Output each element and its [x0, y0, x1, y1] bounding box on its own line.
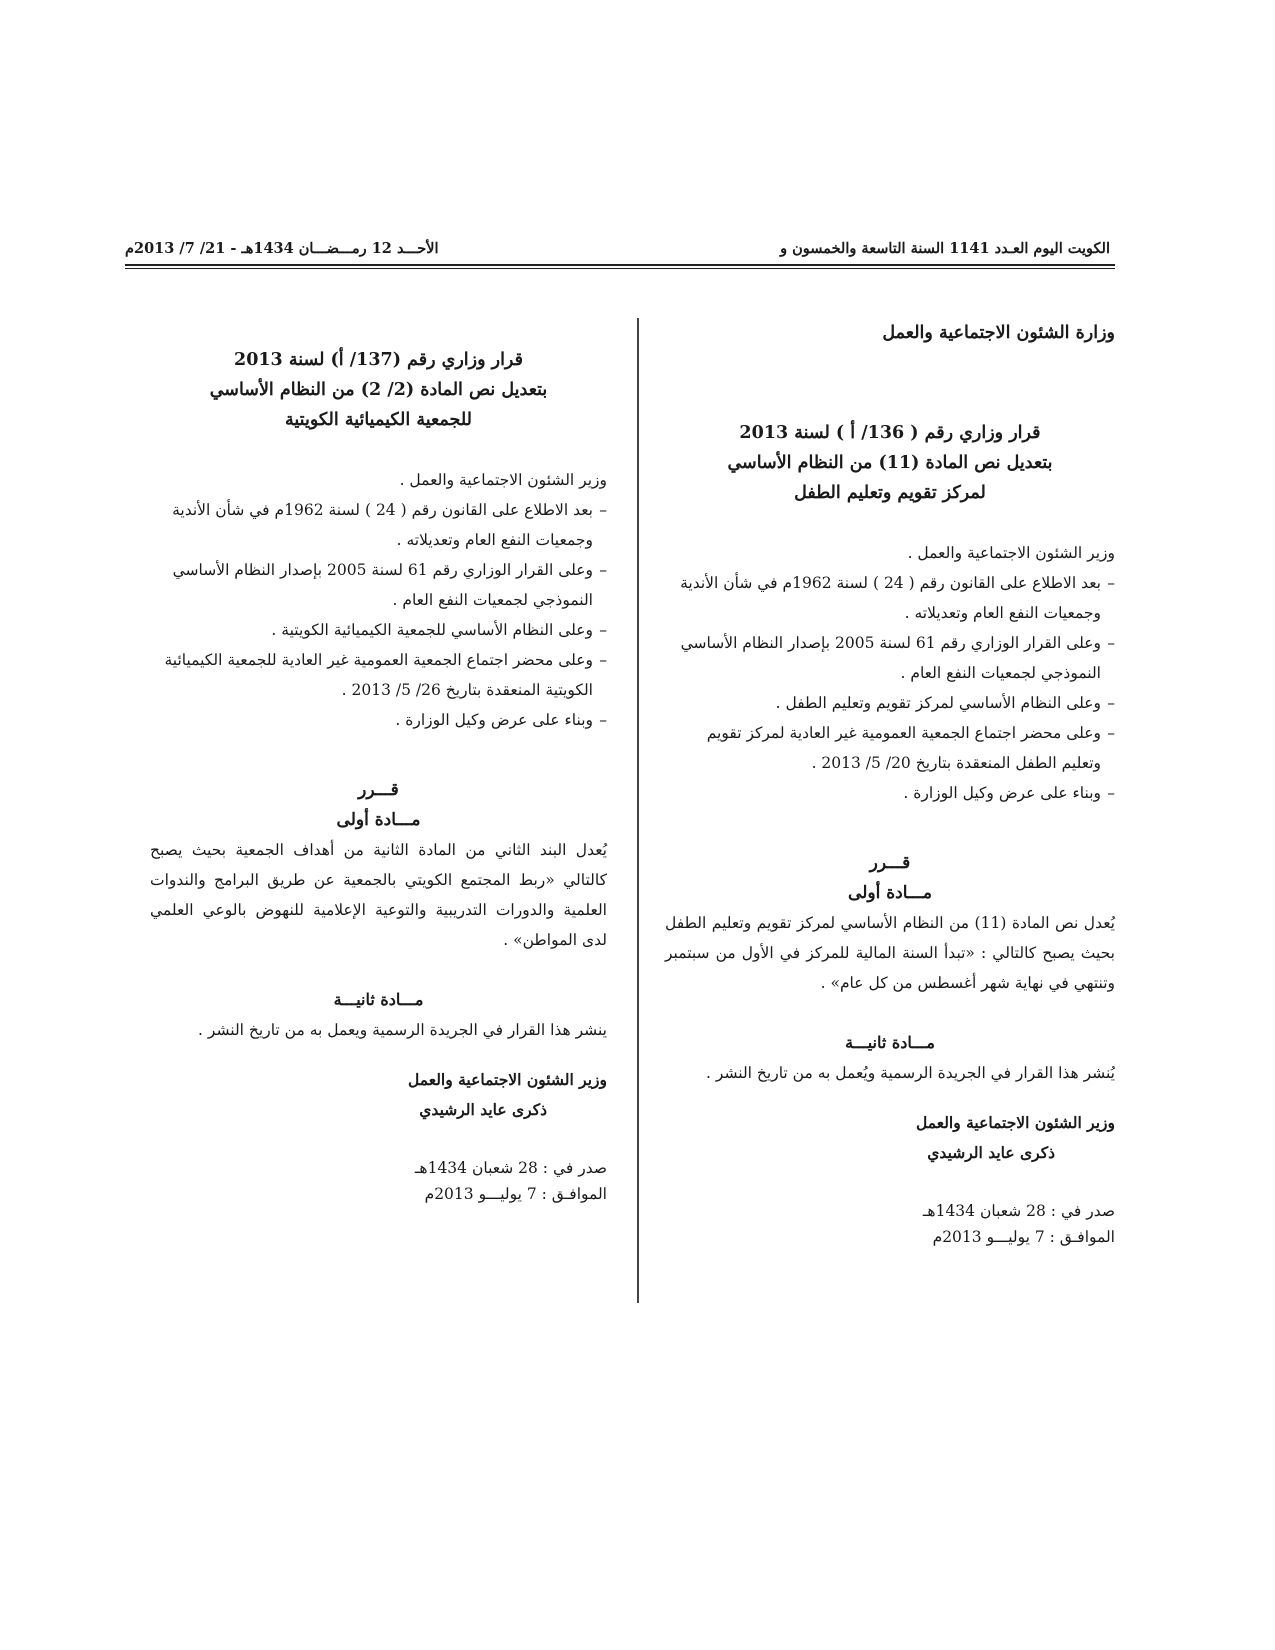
article-1-heading: مـــادة أولى — [336, 810, 421, 830]
preamble-item: – وعلى محضر اجتماع الجمعية العمومية غير العادية للجمعية الكيميائية الكويتية المنعقدة بتاريخ 26/ 5/ 2013 . — [150, 645, 607, 705]
header-date: الأحـــد 12 رمـــضـــان 1434هـ - 21/ 7/ 2013م — [125, 240, 439, 257]
issued-hijri: صدر في : 28 شعبان 1434هـ — [414, 1159, 607, 1177]
decree-title-line: قرار وزاري رقم (137/ أ) لسنة 2013 — [234, 350, 523, 370]
preamble-list — [150, 495, 607, 735]
decree-word: قـــرر — [869, 853, 911, 873]
preamble-item: – بعد الاطلاع على القانون رقم ( 24 ) لسنة 1962م في شأن الأندية وجمعيات النفع العام وتعديلاته . — [150, 495, 607, 555]
preamble-item: – وعلى محضر اجتماع الجمعية العمومية غير العادية لمركز تقويم وتعليم الطفل المنعقدة بتاريخ 20/ 5/ 2013 . — [665, 718, 1115, 778]
decree-title-line: بتعديل نص المادة (2/ 2) من النظام الأساسي — [209, 380, 548, 400]
left-column — [150, 345, 607, 1207]
decree-title — [665, 418, 1115, 508]
decree-title-line: للجمعية الكيميائية الكويتية — [285, 410, 472, 430]
decree-title-line: بتعديل نص المادة (11) من النظام الأساسي — [727, 453, 1053, 473]
preamble-item: – بعد الاطلاع على القانون رقم ( 24 ) لسنة 1962م في شأن الأندية وجمعيات النفع العام وتعديلاته . — [665, 568, 1115, 628]
issue-date-block — [665, 1198, 1115, 1250]
preamble-list — [665, 568, 1115, 808]
decree-title — [150, 345, 607, 435]
decree-word: قـــرر — [358, 780, 399, 800]
preamble-intro: وزير الشئون الاجتماعية والعمل . — [399, 471, 607, 489]
signature-name: ذكرى عايد الرشيدي — [419, 1100, 547, 1119]
article-1-text: يُعدل نص المادة (11) من النظام الأساسي لمركز تقويم وتعليم الطفل بحيث يصبح كالتالي : «تبدأ السنة المالية للمركز في الأول من سبتمبر وتنتهي في نهاية شهر أغسطس من كل عام» . — [665, 914, 1115, 992]
preamble-item: – وعلى النظام الأساسي لمركز تقويم وتعليم الطفل . — [665, 688, 1115, 718]
signature-title: وزير الشئون الاجتماعية والعمل — [408, 1070, 607, 1089]
article-2-heading: مـــادة ثانيـــة — [333, 990, 424, 1009]
signature-title: وزير الشئون الاجتماعية والعمل — [916, 1113, 1115, 1132]
header-rule — [125, 264, 1115, 266]
article-2-heading: مـــادة ثانيـــة — [845, 1033, 935, 1052]
decree-title-line: لمركز تقويم وتعليم الطفل — [794, 483, 986, 503]
article-2-text: ينشر هذا القرار في الجريدة الرسمية ويعمل به من تاريخ النشر . — [198, 1021, 607, 1039]
preamble-intro: وزير الشئون الاجتماعية والعمل . — [907, 544, 1115, 562]
preamble-item: – وبناء على عرض وكيل الوزارة . — [665, 778, 1115, 808]
decree-title-line: قرار وزاري رقم ( 136/ أ ) لسنة 2013 — [739, 423, 1041, 443]
article-1-text: يُعدل البند الثاني من المادة الثانية من أهداف الجمعية بحيث يصبح كالتالي «ربط المجتمع الكويتي بالجمعية عن طريق البرامج والندوات العلمية والدورات التدريبية والتوعية الإعلامية للنهوض بالوعي العلمي لدى المواطن» . — [150, 841, 607, 949]
article-2-text: يُنشر هذا القرار في الجريدة الرسمية ويُعمل به من تاريخ النشر . — [706, 1064, 1115, 1082]
issued-gregorian: الموافـق : 7 يوليـــو 2013م — [932, 1228, 1115, 1246]
signature-name: ذكرى عايد الرشيدي — [927, 1143, 1055, 1162]
preamble-item: – وبناء على عرض وكيل الوزارة . — [150, 705, 607, 735]
column-divider — [637, 318, 639, 1303]
right-column — [665, 318, 1115, 1250]
issued-gregorian: الموافـق : 7 يوليـــو 2013م — [424, 1185, 607, 1203]
ministry-name: وزارة الشئون الاجتماعية والعمل — [882, 323, 1115, 343]
preamble-item: – وعلى القرار الوزاري رقم 61 لسنة 2005 بإصدار النظام الأساسي النموذجي لجمعيات النفع العام . — [150, 555, 607, 615]
header-rule-thin — [125, 268, 1115, 269]
preamble-item: – وعلى القرار الوزاري رقم 61 لسنة 2005 بإصدار النظام الأساسي النموذجي لجمعيات النفع العام . — [665, 628, 1115, 688]
issued-hijri: صدر في : 28 شعبان 1434هـ — [922, 1202, 1115, 1220]
article-1-heading: مـــادة أولى — [848, 883, 932, 903]
preamble-item: – وعلى النظام الأساسي للجمعية الكيميائية الكويتية . — [150, 615, 607, 645]
header-issue-info: الكويت اليوم العـدد 1141 السنة التاسعة والخمسون و — [780, 240, 1110, 257]
issue-date-block — [150, 1155, 607, 1207]
